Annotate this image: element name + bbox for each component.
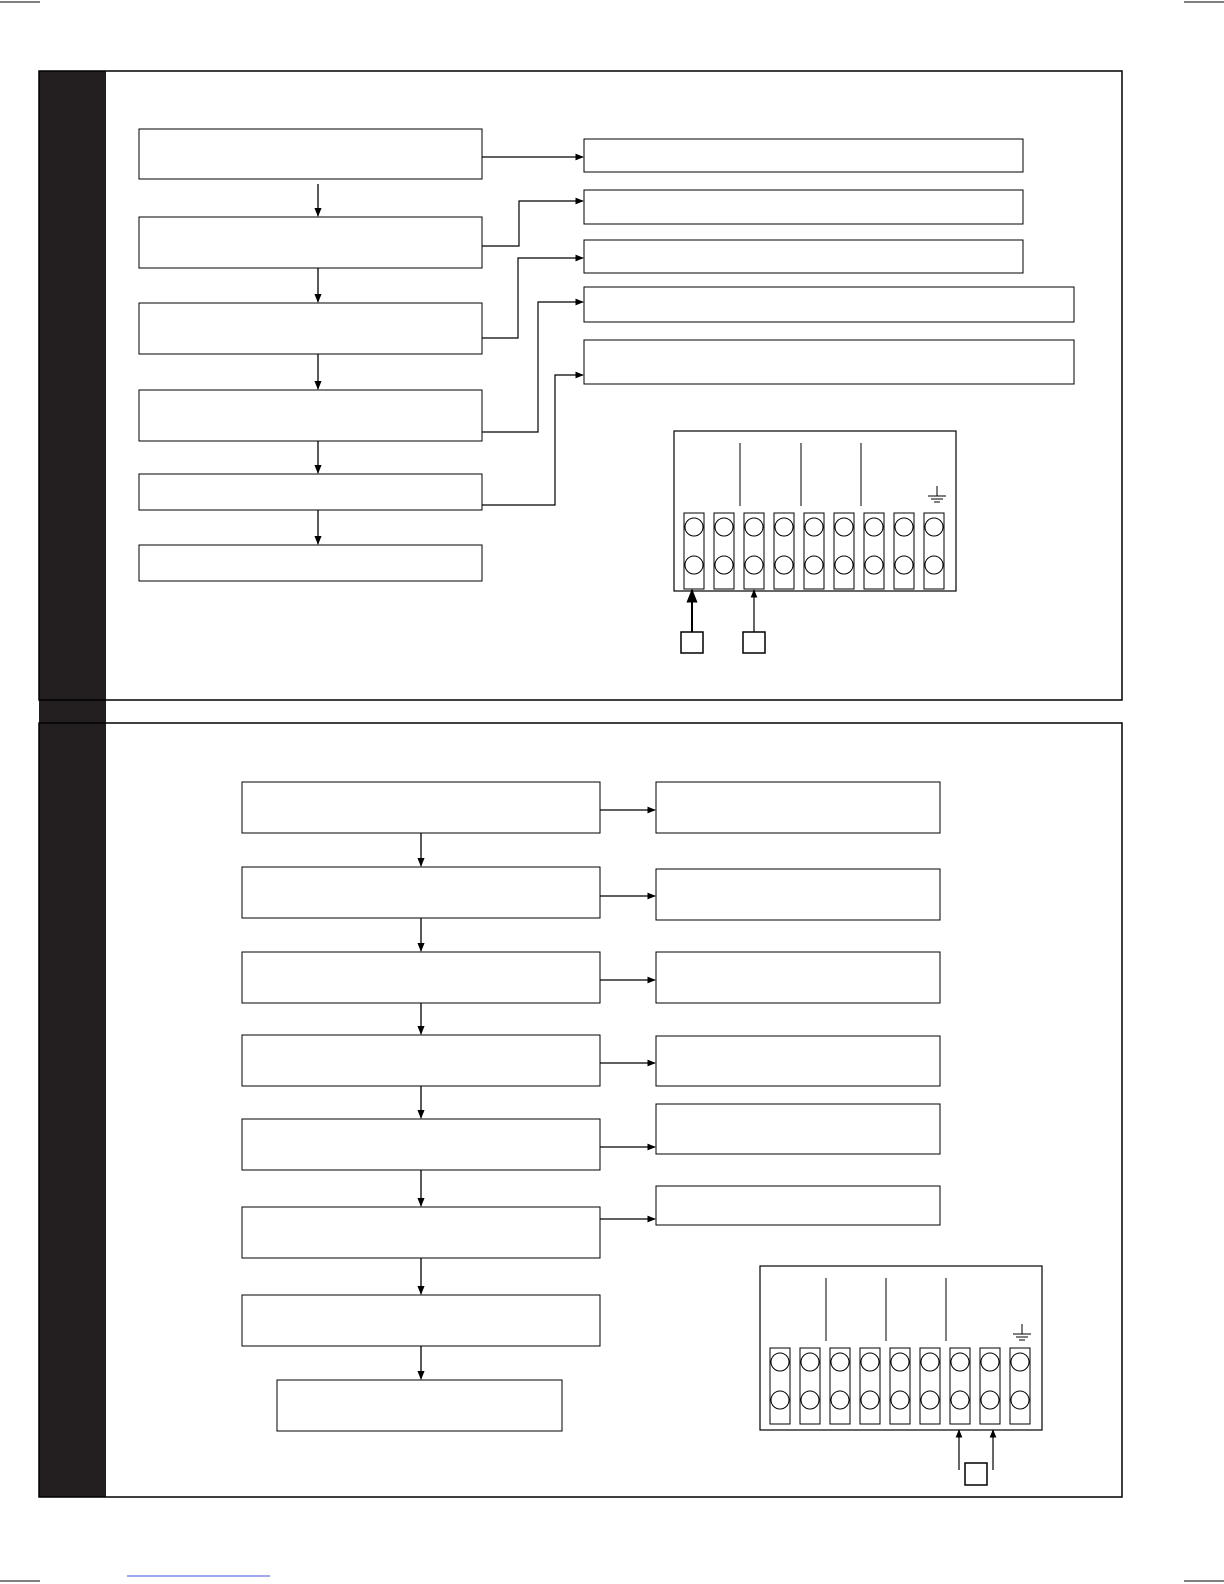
result-connectors bbox=[482, 157, 583, 505]
terminal-screw-top bbox=[835, 518, 853, 536]
terminal-screw-bottom bbox=[771, 1391, 789, 1409]
flow-step bbox=[139, 545, 482, 581]
flow-step bbox=[139, 390, 482, 441]
terminal-screw-bottom bbox=[685, 556, 703, 574]
result-box bbox=[584, 340, 1074, 384]
result-box bbox=[656, 782, 940, 833]
flow-step bbox=[139, 217, 482, 268]
terminal-screw-bottom bbox=[891, 1391, 909, 1409]
flow-step bbox=[139, 303, 482, 354]
callout-marker bbox=[965, 1463, 987, 1485]
callout-markers bbox=[959, 1430, 993, 1485]
terminal-screw-top bbox=[891, 1353, 909, 1371]
terminal-screw-bottom bbox=[775, 556, 793, 574]
terminal-screw-top bbox=[861, 1353, 879, 1371]
terminal-block bbox=[760, 1266, 1042, 1430]
terminal-screw-bottom bbox=[921, 1391, 939, 1409]
result-box bbox=[656, 952, 940, 1003]
terminal-screw-bottom bbox=[865, 556, 883, 574]
sidebar-band bbox=[39, 71, 106, 1497]
terminal-screw-top bbox=[865, 518, 883, 536]
terminal-screw-top bbox=[951, 1353, 969, 1371]
callout-markers bbox=[681, 590, 765, 653]
terminal-screw-top bbox=[895, 518, 913, 536]
terminal-screw-top bbox=[775, 518, 793, 536]
terminal-screw-bottom bbox=[745, 556, 763, 574]
flow-step bbox=[242, 867, 600, 918]
terminal-screw-top bbox=[805, 518, 823, 536]
terminal-screw-bottom bbox=[925, 556, 943, 574]
terminal-screw-bottom bbox=[895, 556, 913, 574]
terminal-screw-bottom bbox=[715, 556, 733, 574]
result-box bbox=[656, 1036, 940, 1086]
terminal-screw-bottom bbox=[801, 1391, 819, 1409]
terminal-screw-bottom bbox=[835, 556, 853, 574]
terminal-screw-top bbox=[715, 518, 733, 536]
terminal-screw-top bbox=[771, 1353, 789, 1371]
terminal-screw-top bbox=[685, 518, 703, 536]
panel-bottom bbox=[242, 782, 1042, 1485]
result-box bbox=[656, 1186, 940, 1225]
panel-top bbox=[139, 129, 1074, 653]
callout-marker bbox=[681, 632, 703, 653]
terminal-screw-top bbox=[745, 518, 763, 536]
result-connectors bbox=[600, 810, 655, 1219]
flow-step bbox=[139, 474, 482, 510]
flow-step bbox=[242, 952, 600, 1003]
terminal-screw-top bbox=[925, 518, 943, 536]
terminal-screw-bottom bbox=[805, 556, 823, 574]
terminal-screw-top bbox=[981, 1353, 999, 1371]
flow-step bbox=[139, 129, 482, 179]
flow-step bbox=[242, 1119, 600, 1170]
flow-step bbox=[242, 1035, 600, 1086]
result-box bbox=[584, 139, 1023, 172]
terminal-screw-bottom bbox=[1011, 1391, 1029, 1409]
terminal-screw-top bbox=[831, 1353, 849, 1371]
terminal-screw-bottom bbox=[981, 1391, 999, 1409]
flow-step bbox=[242, 782, 600, 833]
terminal-block bbox=[674, 431, 956, 591]
flow-step bbox=[242, 1295, 600, 1346]
terminal-screw-bottom bbox=[861, 1391, 879, 1409]
terminal-screw-top bbox=[801, 1353, 819, 1371]
callout-marker bbox=[743, 632, 765, 653]
result-box bbox=[656, 1104, 940, 1154]
terminal-screw-bottom bbox=[951, 1391, 969, 1409]
terminal-screw-top bbox=[921, 1353, 939, 1371]
terminal-screw-bottom bbox=[831, 1391, 849, 1409]
result-box bbox=[584, 287, 1074, 322]
terminal-screw-top bbox=[1011, 1353, 1029, 1371]
flow-step bbox=[277, 1380, 562, 1431]
result-box bbox=[656, 869, 940, 920]
result-box bbox=[584, 190, 1023, 224]
result-box bbox=[584, 240, 1023, 273]
flow-step bbox=[242, 1207, 600, 1258]
